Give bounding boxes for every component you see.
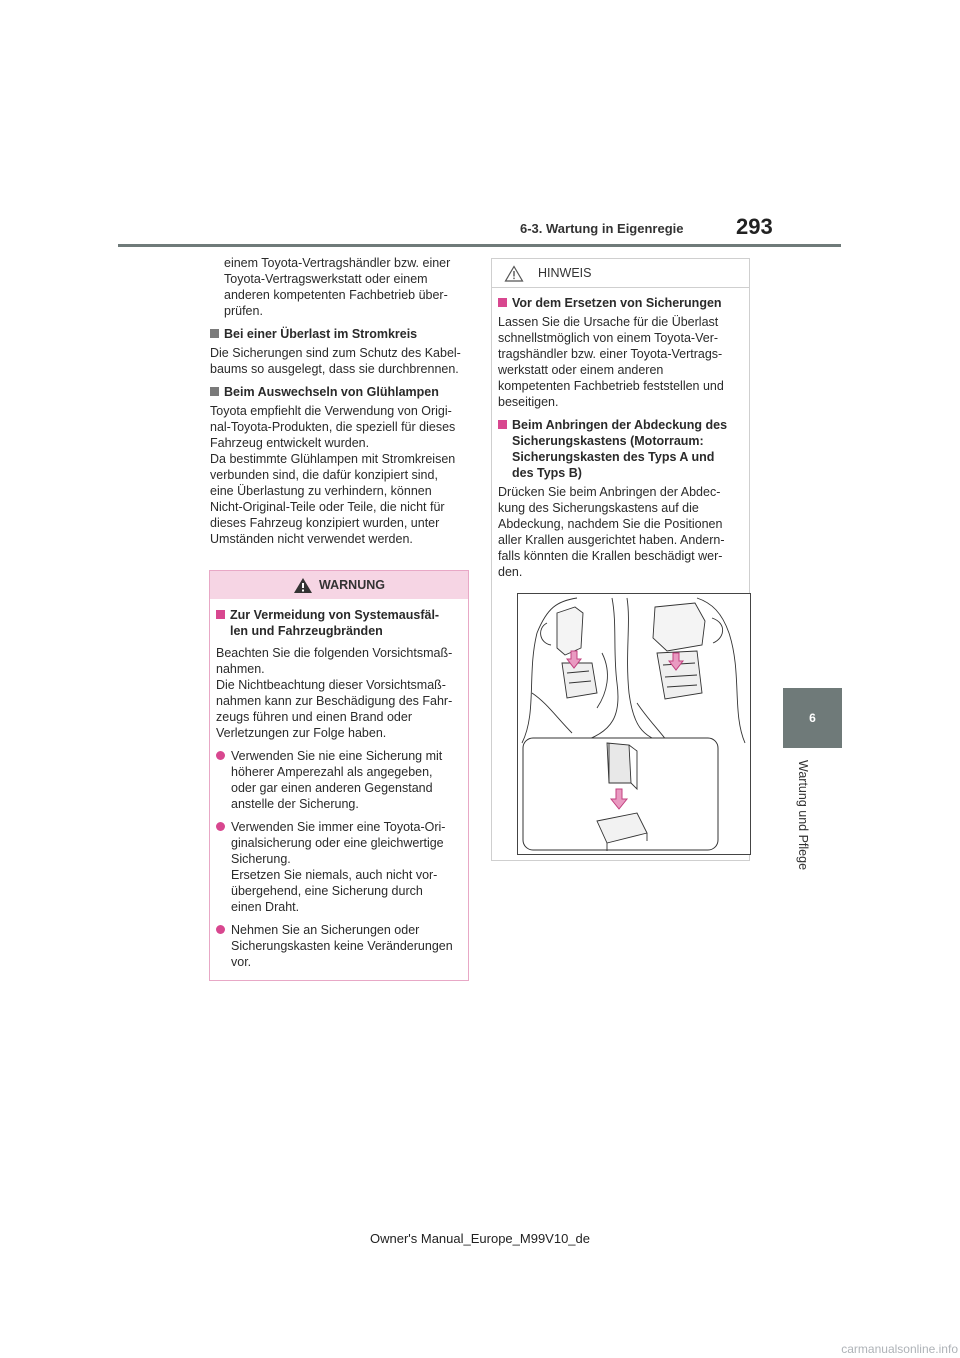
list-item: [216, 922, 462, 970]
round-bullet-icon: [216, 822, 225, 831]
round-bullet-icon: [216, 925, 225, 934]
square-bullet-icon: [210, 387, 219, 396]
list-item: [216, 819, 462, 915]
fuse-box-cover-illustration: [517, 593, 751, 855]
square-bullet-icon: [498, 420, 507, 429]
list-item-text: Verwenden Sie nie eine Sicherung mit höherer Amperezahl als angegeben, oder gar einen anderen Gegenstand anstelle der Sicherung.: [231, 749, 443, 811]
section-heading-text: Beim Auswechseln von Glühlampen: [224, 385, 439, 399]
square-bullet-icon: [210, 329, 219, 338]
page-footer: [0, 1231, 960, 1246]
warning-intro: Beachten Sie die folgenden Vorsichtsmaß- nahmen. Die Nichtbeachtung dieser Vorsichtsmaß- nahmen kann zur Beschädigung des Fahr- zeugs führen und einen Brand oder Verletzungen zur Folge haben.: [216, 646, 453, 740]
header-rule: [118, 244, 841, 247]
section-heading: [210, 326, 472, 342]
notice-heading-text: Vor dem Ersetzen von Sicherungen: [512, 296, 722, 310]
section-heading: [210, 384, 472, 400]
warning-box: [209, 570, 469, 981]
section-text: Toyota empfiehlt die Verwendung von Origi- nal-Toyota-Produkten, die speziell für dieses Fahrzeug entwickelt wurden. Da bestimmte Glühlampen mit Stromkreisen verbunden sind, die dafür konzipiert sind, eine Überlastung zu verhindern, können Nicht-Original-Teile oder Teile, die nicht für dieses Fahrzeug konzipiert wurden, unter Umständen nicht verwendet werden.: [210, 404, 456, 546]
page-number: 293: [736, 214, 773, 239]
warning-heading: [216, 607, 462, 639]
caution-icon: [504, 265, 524, 282]
warning-icon: [293, 577, 313, 594]
notice-title: HINWEIS: [538, 266, 592, 280]
notice-heading: [498, 417, 743, 481]
notice-header: [492, 259, 749, 288]
notice-heading-text: Beim Anbringen der Abdeckung des Sicherungskastens (Motorraum: Sicherungskasten des Typs A und des Typs B): [512, 418, 728, 480]
warning-header: [210, 571, 468, 599]
list-item-text: Verwenden Sie immer eine Toyota-Ori- ginalsicherung oder eine gleichwertige Sicherung. Ersetzen Sie niemals, auch nicht vor- übergehend, eine Sicherung durch einen Draht.: [231, 820, 446, 914]
list-item: [216, 748, 462, 812]
section-heading-text: Bei einer Überlast im Stromkreis: [224, 327, 418, 341]
section-text: Die Sicherungen sind zum Schutz des Kabel- baums so ausgelegt, dass sie durchbrennen.: [210, 346, 461, 376]
left-column: [210, 255, 472, 554]
section-title: 6-3. Wartung in Eigenregie: [520, 221, 684, 236]
manual-id: Owner's Manual_Europe_M99V10_de: [369, 1231, 590, 1246]
watermark: carmanualsonline.info: [841, 1342, 958, 1356]
list-item-text: Nehmen Sie an Sicherungen oder Sicherungskasten keine Veränderungen vor.: [231, 923, 453, 969]
chapter-tab[interactable]: 6: [783, 688, 842, 748]
warning-title: WARNUNG: [319, 578, 385, 592]
chapter-title: Wartung und Pflege: [796, 760, 810, 871]
notice-heading: [498, 295, 743, 311]
square-bullet-icon: [498, 298, 507, 307]
continuation-text: einem Toyota-Vertragshändler bzw. einer Toyota-Vertragswerkstatt oder einem anderen kompetenten Fachbetrieb über- prüfen.: [224, 256, 451, 318]
round-bullet-icon: [216, 751, 225, 760]
warning-heading-text: Zur Vermeidung von Systemausfäl- len und Fahrzeugbränden: [230, 608, 440, 638]
square-bullet-icon: [216, 610, 225, 619]
notice-text: Drücken Sie beim Anbringen der Abdec- kung des Sicherungskastens auf die Abdeckung, nachdem Sie die Positionen aller Krallen ausgerichtet haben. Andern- falls könnten die Krallen beschädigt wer- den.: [498, 485, 725, 579]
notice-text: Lassen Sie die Ursache für die Überlast schnellstmöglich von einem Toyota-Ver- tragshändler bzw. einer Toyota-Vertrags- werkstatt oder einem anderen kompetenten Fachbetrieb feststellen und beseitigen.: [498, 315, 724, 409]
